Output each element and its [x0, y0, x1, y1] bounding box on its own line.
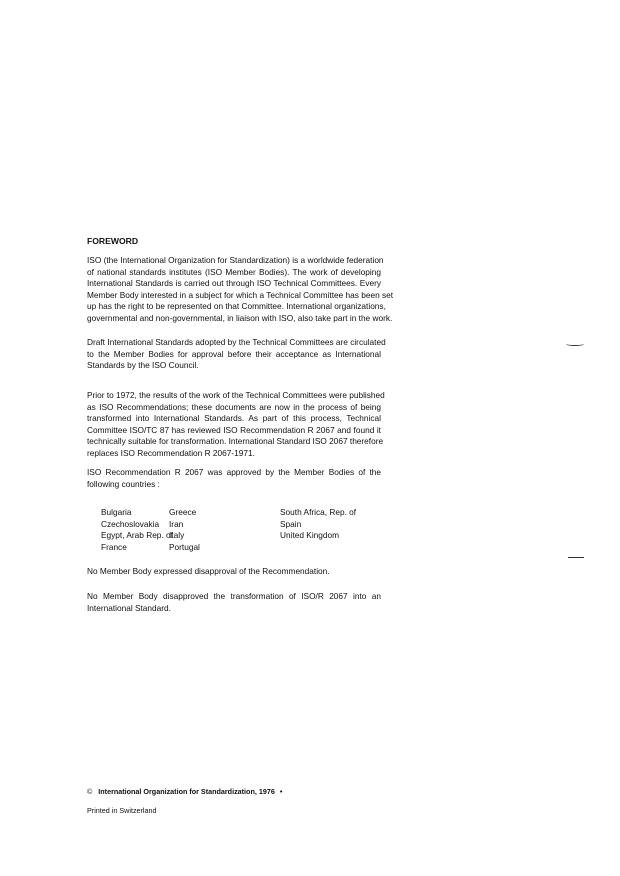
copyright-line	[87, 787, 282, 796]
text-line: Prior to 1972, the results of the work of the Technical Committees were published	[87, 390, 385, 400]
country: Portugal	[169, 541, 200, 552]
copyright-text: International Organization for Standardization, 1976	[98, 787, 275, 796]
copyright-icon: ©	[87, 787, 93, 796]
text-line: ISO (the International Organization for Standardization) is a worldwide federation	[87, 255, 384, 265]
countries-column-1	[101, 507, 173, 553]
scan-mark	[568, 555, 584, 558]
country: Bulgaria	[101, 507, 132, 517]
text-line: International Standard.	[87, 602, 171, 613]
scan-mark	[566, 342, 584, 346]
text-line: Committee ISO/TC 87 has reviewed ISO Recommendation R 2067 and found it	[87, 424, 381, 435]
countries-column-2	[169, 507, 200, 553]
country: Italy	[169, 530, 185, 541]
text-line: Member Body interested in a subject for which a Technical Committee has been set	[87, 289, 394, 300]
text-line: of national standards institutes (ISO Member Bodies). The work of developing	[87, 266, 381, 277]
country: France	[101, 541, 127, 552]
text-line: following countries :	[87, 478, 160, 489]
text-line: as ISO Recommendations; these documents are now in the process of being	[87, 401, 381, 412]
printed-in: Printed in Switzerland	[87, 806, 157, 815]
text-line: to the Member Bodies for approval before their acceptance as International	[87, 348, 381, 359]
countries-column-3	[280, 507, 356, 542]
text-line: governmental and non-governmental, in liaison with ISO, also take part in the work.	[87, 312, 393, 323]
country: Iran	[169, 518, 184, 529]
text-line: No Member Body disapproved the transformation of ISO/R 2067 into an	[87, 591, 381, 601]
country: Spain	[280, 518, 302, 529]
text-line: Standards by the ISO Council.	[87, 360, 199, 371]
country: Egypt, Arab Rep. of	[101, 530, 173, 541]
text-line: Draft International Standards adopted by the Technical Committees are circulated	[87, 337, 386, 347]
paragraph-transformation	[87, 591, 381, 614]
bullet-icon: •	[279, 787, 283, 796]
text-line: technically suitable for transformation. International Standard ISO 2067 therefore	[87, 436, 384, 447]
text-line: International Standards is carried out through ISO Technical Committees. Every	[87, 278, 381, 289]
text-line: up has the right to be represented on that Committee. International organizations,	[87, 301, 386, 312]
text-line: replaces ISO Recommendation R 2067-1971.	[87, 447, 255, 458]
paragraph-history	[87, 390, 385, 460]
text-line: transformed into International Standards. As part of this process, Technical	[87, 413, 381, 424]
text-line: ISO Recommendation R 2067 was approved by the Member Bodies of the	[87, 467, 381, 477]
country: Czechoslovakia	[101, 518, 160, 529]
paragraph-draft-standards	[87, 337, 386, 372]
country: South Africa, Rep. of	[280, 507, 357, 517]
paragraph-iso-intro	[87, 255, 394, 325]
paragraph-approval	[87, 467, 381, 490]
country: United Kingdom	[280, 530, 340, 541]
text-line: No Member Body expressed disapproval of the Recommendation.	[87, 566, 330, 576]
paragraph-no-disapproval	[87, 566, 381, 578]
country: Greece	[169, 507, 197, 517]
foreword-heading: FOREWORD	[87, 236, 139, 246]
